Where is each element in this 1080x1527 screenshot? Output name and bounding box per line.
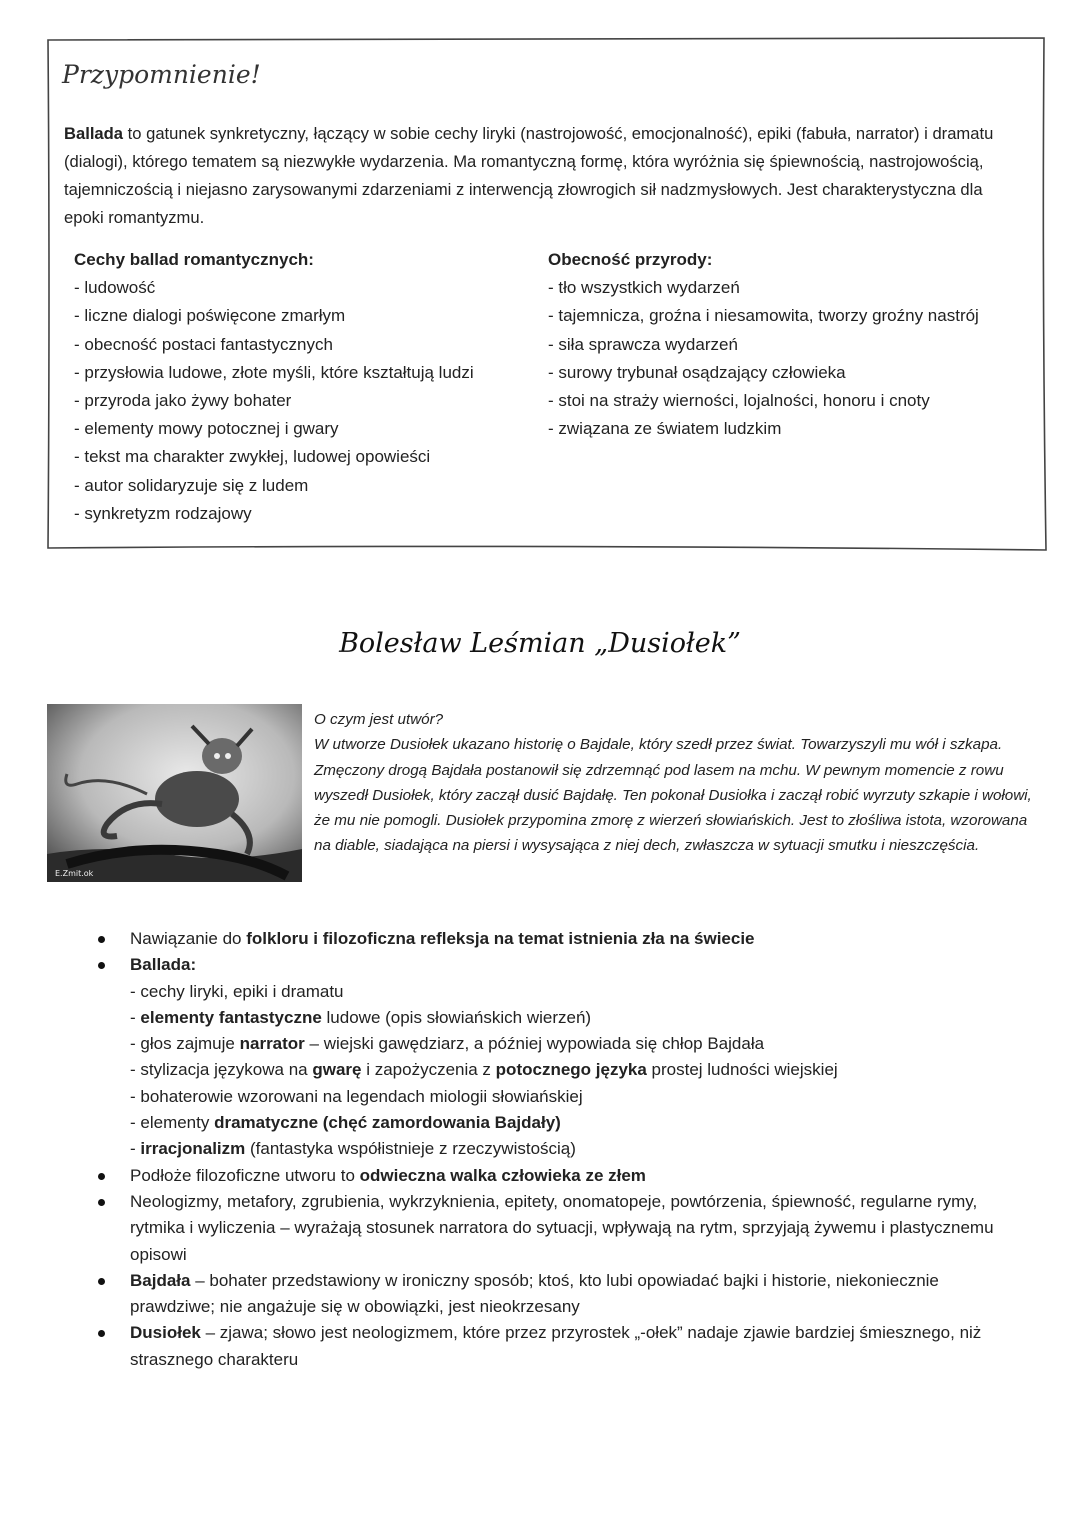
bullet-item [96, 1268, 1026, 1321]
poem-title: Bolesław Leśmian „Dusiołek” [339, 628, 741, 659]
bullet-item [96, 926, 1026, 952]
sub-text: irracjonalizm [140, 1139, 246, 1159]
summary-heading: O czym jest utwór? [314, 711, 444, 728]
sub-list [130, 979, 1026, 1163]
sub-text: potocznego języka [495, 1060, 647, 1080]
nature-heading: Obecność przyrody: [548, 250, 713, 269]
sub-text: – wiejski gawędziarz, a później wypowiada się chłop Bajdała [304, 1034, 765, 1054]
illustration-signature: E.Zmit.ok [55, 869, 94, 878]
list-item: - przyroda jako żywy bohater [74, 391, 292, 411]
features-list [74, 274, 534, 528]
summary-text: W utworze Dusiołek ukazano historię o Bajdale, który szedł przez świat. Towarzyszyli mu wół i szkapa. Zmęczony drogą Bajdała postanowił się zdrzemnąć pod lasem na mchu. W pewnym momencie z rowu wyszedł Dusiołek, który zaczął dusić Bajdałę. Ten pokonał Dusiołka i zaczął robić wyrzuty szkapie i wołowi, że mu nie pomogli. Dusiołek przypomina zmorę z wierzeń słowiańskich. Jest to złośliwa istota, wzorowana na diable, siadająca na piersi i wysysająca z niej dech, zwłaszcza w sytuacji smutku i nieszczęścia. [314, 736, 1032, 855]
nature-column [548, 246, 1028, 443]
list-item: - ludowość [74, 278, 156, 298]
text-run: Ballada [64, 124, 124, 143]
bullet-text: – bohater przedstawiony w ironiczny sposób; ktoś, kto lubi opowiadać bajki i historie, niekoniecznie prawdziwe; nie angażuje się w obowiązki, jest nieokrzesany [130, 1270, 939, 1317]
sub-list-item [130, 1005, 1026, 1031]
dusiolek-illustration [47, 704, 302, 882]
sub-list-item [130, 1031, 1026, 1057]
bullet-item [96, 1320, 1026, 1373]
nature-list [548, 274, 1028, 443]
list-item: - związana ze światem ludzkim [548, 419, 782, 439]
analysis-bullets [96, 926, 1026, 1373]
features-column [74, 246, 534, 528]
bullet-item [96, 1189, 1026, 1268]
sub-text: gwarę [312, 1060, 362, 1080]
list-item: - synkretyzm rodzajowy [74, 503, 252, 523]
sub-text: - bohaterowie wzorowani na legendach miologii słowiańskiej [130, 1086, 583, 1106]
sub-text: - cechy liryki, epiki i dramatu [130, 981, 344, 1001]
list-item: - liczne dialogi poświęcone zmarłym [74, 306, 346, 326]
sub-list-item [130, 1110, 1026, 1136]
list-item: - stoi na straży wierności, lojalności, honoru i cnoty [548, 391, 930, 411]
poem-summary [314, 707, 1034, 859]
sub-text: narrator [239, 1034, 305, 1054]
sub-list-item [130, 1057, 1026, 1083]
sub-text: ludowe (opis słowiańskich wierzeń) [321, 1007, 592, 1027]
sub-list-item [130, 1084, 1026, 1110]
bullet-item [96, 1163, 1026, 1189]
sub-text: - stylizacja językowa na [130, 1060, 313, 1080]
sub-text: prostej ludności wiejskiej [646, 1060, 838, 1080]
bullet-text: Ballada: [130, 955, 197, 975]
sub-text: (fantastyka współistnieje z rzeczywistością) [245, 1139, 576, 1159]
list-item: - tajemnicza, groźna i niesamowita, tworzy groźny nastrój [548, 306, 979, 326]
sub-text: dramatyczne (chęć zamordowania Bajdały) [214, 1113, 561, 1133]
bullet-text: Podłoże filozoficzne utworu to [130, 1165, 360, 1185]
bullet-text: Nawiązanie do [130, 929, 247, 948]
sub-text: - elementy [130, 1113, 215, 1133]
bullet-text: folkloru i filozoficzna refleksja na temat istnienia zła na świecie [246, 929, 755, 948]
bullet-text: odwieczna walka człowieka ze złem [359, 1165, 646, 1185]
list-item: - autor solidaryzuje się z ludem [74, 475, 309, 495]
bullet-text: Neologizmy, metafory, zgrubienia, wykrzyknienia, epitety, onomatopeje, powtórzenia, śpiewność, regularne rymy, rytmika i wyliczenia – wyrażają stosunek narratora do sytuacji, wpływają na rytm, sprzyjają żywemu i plastycznemu opisowi [130, 1191, 994, 1264]
list-item: - siła sprawcza wydarzeń [548, 334, 738, 354]
sub-text: elementy fantastyczne [140, 1007, 322, 1027]
creature-picture [47, 704, 302, 882]
sub-text: - [130, 1139, 141, 1159]
sub-text: - [130, 1007, 141, 1027]
text-run: to gatunek synkretyczny, łączący w sobie cechy liryki (nastrojowość, emocjonalność), epiki (fabuła, narrator) i dramatu (dialogi), którego tematem są niezwykłe wydarzenia. Ma romantyczną formę, która wyróżnia się śpiewnością, nastrojowością, tajemniczością i niejasno zarysowanymi zdarzeniami z interwencją złowrogich sił nadzmysłowych. Jest charakterystyczna dla epoki romantyzmu. [64, 124, 994, 227]
bullet-text: – zjawa; słowo jest neologizmem, które przez przyrostek „-ołek” nadaje zjawie bardziej śmiesznego, niż strasznego charakteru [130, 1323, 982, 1369]
sub-text: - głos zajmuje [130, 1034, 240, 1054]
list-item: - tło wszystkich wydarzeń [548, 278, 740, 298]
list-item: - tekst ma charakter zwykłej, ludowej opowieści [74, 447, 431, 467]
recall-title: Przypomnienie! [62, 60, 261, 89]
sub-text: i zapożyczenia z [361, 1060, 496, 1080]
list-item: - przysłowia ludowe, złote myśli, które kształtują ludzi [74, 362, 474, 382]
ballad-definition [64, 120, 1020, 232]
bullet-text: Dusiołek [130, 1323, 201, 1343]
sub-list-item [130, 979, 1026, 1005]
bullet-item [96, 952, 1026, 1162]
bullet-text: Bajdała [130, 1270, 191, 1290]
sub-list-item [130, 1136, 1026, 1162]
list-item: - surowy trybunał osądzający człowieka [548, 362, 846, 382]
list-item: - obecność postaci fantastycznych [74, 334, 333, 354]
features-heading: Cechy ballad romantycznych: [74, 250, 314, 269]
list-item: - elementy mowy potocznej i gwary [74, 419, 339, 439]
